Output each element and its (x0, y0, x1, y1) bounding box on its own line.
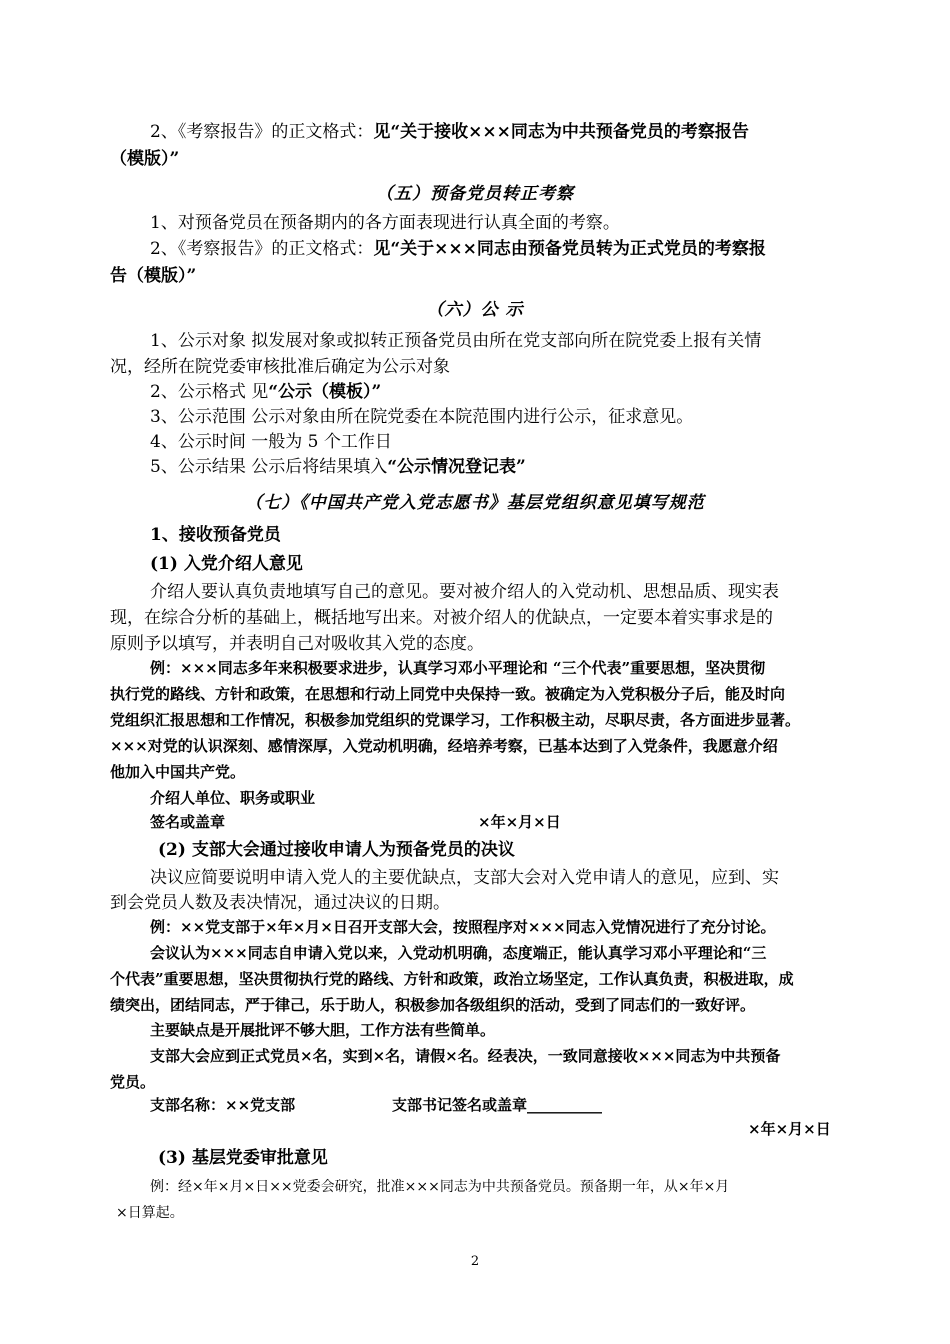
paragraph-report-format (150, 124, 749, 141)
public-notice-scope: 3、公示范围 公示对象由所在院党委在本院范围内进行公示，征求意见。 (150, 407, 694, 427)
resolution-text-line: 决议应简要说明申请入党人的主要优缺点，支部大会对入党申请人的意见，应到、实 (150, 868, 779, 888)
paragraph-probation-review: 1、对预备党员在预备期内的各方面表现进行认真全面的考察。 (150, 213, 620, 233)
public-notice-result-label: 5、公示结果 公示后将结果填入 (150, 457, 388, 477)
example-line: 例：×××同志多年来积极要求进步，认真学习邓小平理论和 “三个代表”重要思想，坚决贯彻 (150, 659, 766, 677)
secretary-signature-label: 支部书记签名或盖章__________ (392, 1096, 603, 1114)
signature-date: ×年×月×日 (478, 813, 561, 831)
subsection-committee-approval: (3) 基层党委审批意见 (158, 1148, 328, 1168)
introducer-unit-label: 介绍人单位、职务或职业 (150, 789, 316, 807)
resolution-example-line: 会议认为×××同志自申请入党以来，入党动机明确，态度端正，能认真学习邓小平理论和“三 (150, 944, 767, 962)
resolution-text-line: 到会党员人数及表决情况，通过决议的日期。 (110, 893, 450, 913)
public-notice-format (150, 384, 381, 401)
section-heading-5: （五）预备党员转正考察 (376, 184, 574, 204)
introducer-text-line: 介绍人要认真负责地填写自己的意见。要对被介绍人的入党动机、思想品质、现实表 (150, 582, 779, 602)
conversion-report-template-cont: 告（模版）” (110, 266, 197, 286)
public-notice-time: 4、公示时间 一般为 5 个工作日 (150, 432, 392, 452)
signature-label: 签名或盖章 (150, 813, 226, 831)
example-line: ×××对党的认识深刻、感情深厚，入党动机明确，经培养考察，已基本达到了入党条件，我愿意介绍 (110, 737, 778, 755)
subsection-accept-probationary: 1、接收预备党员 (150, 525, 281, 545)
approval-example-line: ×日算起。 (116, 1205, 184, 1221)
resolution-example-line: 例：××党支部于×年×月×日召开支部大会，按照程序对×××同志入党情况进行了充分讨论。 (150, 918, 776, 936)
section-heading-7: （七）《中国共产党入党志愿书》基层党组织意见填写规范 (245, 493, 705, 513)
introducer-text-line: 原则予以填写，并表明自己对吸收其入党的态度。 (110, 634, 484, 654)
resolution-example-line: 绩突出，团结同志，严于律己，乐于助人，积极参加各级组织的活动，受到了同志们的一致好评。 (110, 996, 756, 1014)
report-format-template-cont: （模版）” (110, 149, 180, 169)
public-notice-result-form: “公示情况登记表” (387, 457, 526, 477)
subsection-branch-resolution: (2) 支部大会通过接收申请人为预备党员的决议 (158, 840, 515, 860)
approval-example-line: 例：经×年×月×日××党委会研究，批准×××同志为中共预备党员。预备期一年，从×年×月 (150, 1179, 730, 1195)
conversion-report-template: 见“关于×××同志由预备党员转为正式党员的考察报 (373, 239, 766, 259)
example-line: 党组织汇报思想和工作情况，积极参加党组织的党课学习，工作积极主动，尽职尽责，各方面进步显著。 (110, 711, 801, 729)
public-notice-format-label: 2、公示格式 见 (150, 382, 269, 402)
resolution-example-line: 支部大会应到正式党员×名，实到×名，请假×名。经表决，一致同意接收×××同志为中共预备 (150, 1047, 781, 1065)
resolution-date: ×年×月×日 (748, 1120, 831, 1138)
report-format-label: 2、《考察报告》的正文格式： (150, 122, 374, 142)
paragraph-conversion-report (150, 241, 766, 258)
resolution-example-line: 个代表”重要思想，坚决贯彻执行党的路线、方针和政策，政治立场坚定，工作认真负责，积极进取，成 (110, 970, 794, 988)
public-notice-object-cont: 况，经所在院党委审核批准后确定为公示对象 (110, 357, 450, 377)
report-format-template: 见“关于接收×××同志为中共预备党员的考察报告 (373, 122, 749, 142)
public-notice-result (150, 459, 526, 476)
public-notice-object: 1、公示对象 拟发展对象或拟转正预备党员由所在党支部向所在院党委上报有关情 (150, 331, 762, 351)
branch-name-label: 支部名称：××党支部 (150, 1096, 296, 1114)
section-heading-6: （六）公 示 (426, 300, 524, 320)
resolution-example-line: 主要缺点是开展批评不够大胆，工作方法有些简单。 (150, 1021, 496, 1039)
example-line: 执行党的路线、方针和政策，在思想和行动上同党中央保持一致。被确定为入党积极分子后，能及时向 (110, 685, 786, 703)
conversion-report-label: 2、《考察报告》的正文格式： (150, 239, 374, 259)
introducer-text-line: 现，在综合分析的基础上，概括地写出来。对被介绍人的优缺点，一定要本着实事求是的 (110, 608, 773, 628)
page-number: 2 (470, 1254, 480, 1269)
example-line: 他加入中国共产党。 (110, 763, 246, 781)
resolution-example-line: 党员。 (110, 1073, 156, 1091)
public-notice-format-template: “公示（模板）” (268, 382, 382, 402)
subsection-introducer-opinion: (1) 入党介绍人意见 (150, 554, 303, 574)
